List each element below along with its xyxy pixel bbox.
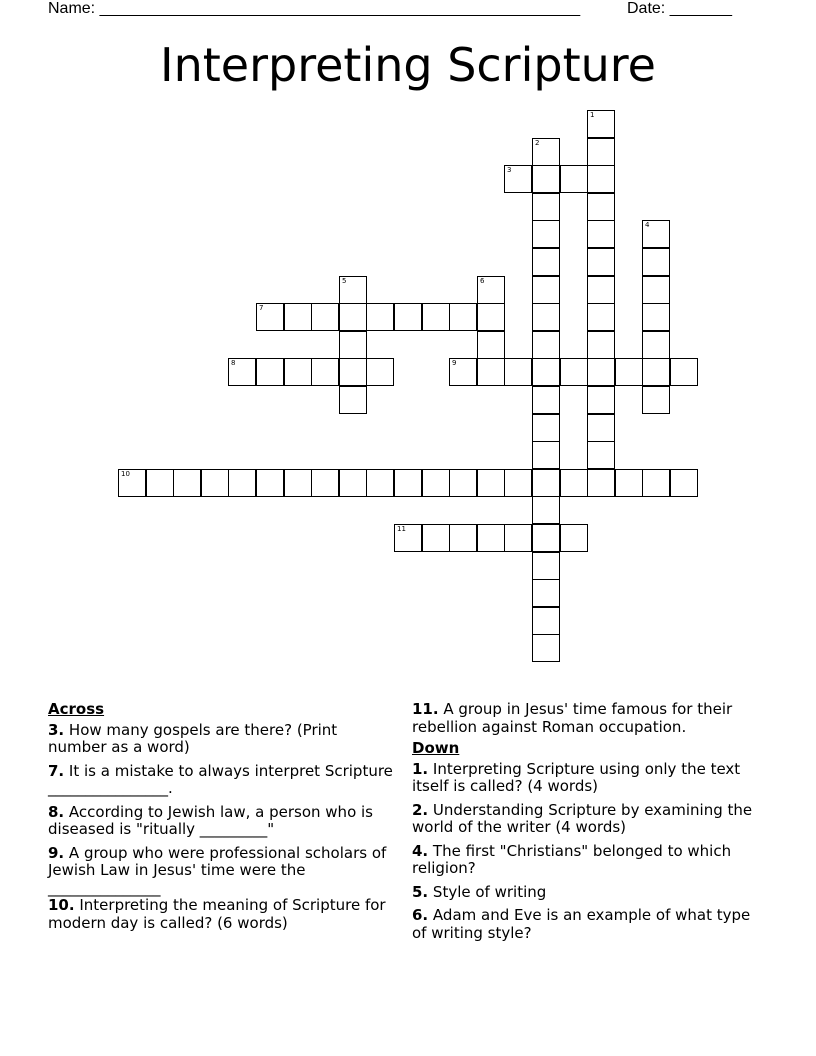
grid-cell[interactable] (394, 469, 422, 497)
clues-right-column (412, 701, 764, 948)
grid-cell[interactable] (615, 469, 643, 497)
grid-cell[interactable] (560, 524, 588, 552)
clue-number-label: 2 (535, 139, 540, 147)
grid-cell[interactable] (642, 469, 670, 497)
grid-cell[interactable] (477, 276, 505, 304)
clue-text: Understanding Scripture by examining the world of the writer (4 words) (412, 800, 753, 836)
clue-number: 2. (412, 800, 429, 819)
grid-cell[interactable] (587, 303, 615, 331)
grid-cell[interactable] (394, 303, 422, 331)
date-field-label: Date: _______ (627, 0, 732, 17)
clue-across-10 (48, 897, 400, 932)
grid-cell[interactable] (477, 469, 505, 497)
grid-cell[interactable] (587, 248, 615, 276)
clue-text: According to Jewish law, a person who is diseased is "ritually _________" (48, 802, 373, 838)
clue-number: 1. (412, 759, 429, 778)
grid-cell[interactable] (642, 358, 670, 386)
grid-cell[interactable] (256, 303, 284, 331)
grid-cell[interactable] (422, 303, 450, 331)
grid-cell[interactable] (449, 358, 477, 386)
grid-cell[interactable] (228, 358, 256, 386)
clue-text: A group who were professional scholars of Jewish Law in Jesus' time were the _______________ (48, 843, 387, 897)
grid-cell[interactable] (532, 358, 560, 386)
clue-number: 9. (48, 843, 65, 862)
clue-number: 11. (412, 700, 439, 718)
grid-cell[interactable] (642, 331, 670, 359)
clue-down-6 (412, 907, 764, 942)
grid-cell[interactable] (504, 469, 532, 497)
clue-number-label: 1 (590, 111, 595, 119)
clue-down-4 (412, 843, 764, 878)
clue-number: 5. (412, 882, 429, 901)
grid-cell[interactable] (587, 358, 615, 386)
grid-cell[interactable] (339, 331, 367, 359)
grid-cell[interactable] (532, 248, 560, 276)
grid-cell[interactable] (532, 220, 560, 248)
clue-number: 4. (412, 841, 429, 860)
grid-cell[interactable] (449, 303, 477, 331)
clue-number-label: 10 (121, 470, 130, 478)
grid-cell[interactable] (504, 165, 532, 193)
clue-across-11 (412, 701, 764, 736)
clue-number-label: 11 (397, 525, 406, 533)
clue-number: 8. (48, 802, 65, 821)
grid-cell[interactable] (532, 496, 560, 524)
grid-cell[interactable] (532, 414, 560, 442)
grid-cell[interactable] (560, 469, 588, 497)
grid-cell[interactable] (532, 303, 560, 331)
clue-text: How many gospels are there? (Print number as a word) (48, 720, 338, 756)
clue-text: Interpreting the meaning of Scripture for modern day is called? (6 words) (48, 896, 386, 932)
grid-cell[interactable] (173, 469, 201, 497)
grid-cell[interactable] (532, 524, 560, 552)
clue-text: A group in Jesus' time famous for their rebellion against Roman occupation. (412, 700, 733, 736)
clue-text: Style of writing (432, 882, 547, 901)
grid-cell[interactable] (339, 358, 367, 386)
grid-cell[interactable] (256, 358, 284, 386)
grid-cell[interactable] (146, 469, 174, 497)
across-heading: Across (48, 700, 105, 718)
grid-cell[interactable] (587, 414, 615, 442)
grid-cell[interactable] (587, 220, 615, 248)
clue-down-2 (412, 802, 764, 837)
grid-cell[interactable] (339, 386, 367, 414)
grid-cell[interactable] (366, 303, 394, 331)
grid-cell[interactable] (587, 331, 615, 359)
clues-left-column (48, 701, 400, 938)
grid-cell[interactable] (422, 469, 450, 497)
grid-cell[interactable] (532, 165, 560, 193)
grid-cell[interactable] (504, 524, 532, 552)
name-field-label: Name: ______________________________________________________ (48, 0, 581, 17)
grid-cell[interactable] (477, 358, 505, 386)
grid-cell[interactable] (504, 358, 532, 386)
grid-cell[interactable] (477, 303, 505, 331)
grid-cell[interactable] (477, 524, 505, 552)
clue-number: 10. (48, 896, 75, 914)
grid-cell[interactable] (394, 524, 422, 552)
grid-cell[interactable] (532, 607, 560, 635)
grid-cell[interactable] (284, 358, 312, 386)
grid-cell[interactable] (201, 469, 229, 497)
grid-cell[interactable] (449, 469, 477, 497)
clue-number-label: 4 (645, 221, 650, 229)
clue-across-8 (48, 804, 400, 839)
down-heading: Down (412, 739, 460, 757)
clue-number: 6. (412, 906, 429, 924)
grid-cell[interactable] (642, 276, 670, 304)
grid-cell[interactable] (532, 634, 560, 662)
grid-cell[interactable] (587, 386, 615, 414)
grid-cell[interactable] (532, 138, 560, 166)
grid-cell[interactable] (366, 469, 394, 497)
grid-cell[interactable] (449, 524, 477, 552)
grid-cell[interactable] (366, 358, 394, 386)
grid-cell[interactable] (284, 469, 312, 497)
grid-cell[interactable] (532, 276, 560, 304)
grid-cell[interactable] (587, 165, 615, 193)
grid-cell[interactable] (422, 524, 450, 552)
clue-across-3 (48, 722, 400, 757)
clue-number-label: 6 (480, 277, 485, 285)
clue-text: The first "Christians" belonged to which religion? (412, 841, 732, 877)
grid-cell[interactable] (311, 303, 339, 331)
grid-cell[interactable] (642, 220, 670, 248)
grid-cell[interactable] (587, 138, 615, 166)
grid-cell[interactable] (532, 386, 560, 414)
grid-cell[interactable] (118, 469, 146, 497)
grid-cell[interactable] (228, 469, 256, 497)
grid-cell[interactable] (642, 248, 670, 276)
grid-cell[interactable] (560, 358, 588, 386)
grid-cell[interactable] (560, 165, 588, 193)
clue-number-label: 7 (259, 304, 264, 312)
grid-cell[interactable] (532, 193, 560, 221)
clue-number: 7. (48, 761, 65, 780)
clue-down-1 (412, 761, 764, 796)
clue-text: It is a mistake to always interpret Scripture ________________. (48, 761, 393, 797)
grid-cell[interactable] (532, 552, 560, 580)
clue-number-label: 3 (507, 166, 512, 174)
grid-cell[interactable] (339, 303, 367, 331)
clue-across-9 (48, 845, 400, 898)
grid-cell[interactable] (311, 469, 339, 497)
clue-number-label: 9 (452, 359, 457, 367)
grid-cell[interactable] (532, 441, 560, 469)
clue-across-7 (48, 763, 400, 798)
grid-cell[interactable] (532, 579, 560, 607)
grid-cell[interactable] (532, 469, 560, 497)
grid-cell[interactable] (311, 358, 339, 386)
clue-text: Adam and Eve is an example of what type of writing style? (412, 906, 751, 942)
clue-down-5 (412, 884, 764, 902)
grid-cell[interactable] (615, 358, 643, 386)
clue-number-label: 5 (342, 277, 347, 285)
grid-cell[interactable] (670, 358, 698, 386)
grid-cell[interactable] (587, 193, 615, 221)
page-title: Interpreting Scripture (160, 38, 656, 92)
clue-text: Interpreting Scripture using only the text itself is called? (4 words) (412, 759, 741, 795)
grid-cell[interactable] (339, 276, 367, 304)
grid-cell[interactable] (587, 110, 615, 138)
grid-cell[interactable] (256, 469, 284, 497)
grid-cell[interactable] (477, 331, 505, 359)
grid-cell[interactable] (587, 469, 615, 497)
grid-cell[interactable] (587, 441, 615, 469)
grid-cell[interactable] (339, 469, 367, 497)
clue-number: 3. (48, 720, 65, 739)
grid-cell[interactable] (670, 469, 698, 497)
clue-number-label: 8 (231, 359, 236, 367)
grid-cell[interactable] (284, 303, 312, 331)
grid-cell[interactable] (532, 331, 560, 359)
grid-cell[interactable] (642, 303, 670, 331)
grid-cell[interactable] (587, 276, 615, 304)
grid-cell[interactable] (642, 386, 670, 414)
